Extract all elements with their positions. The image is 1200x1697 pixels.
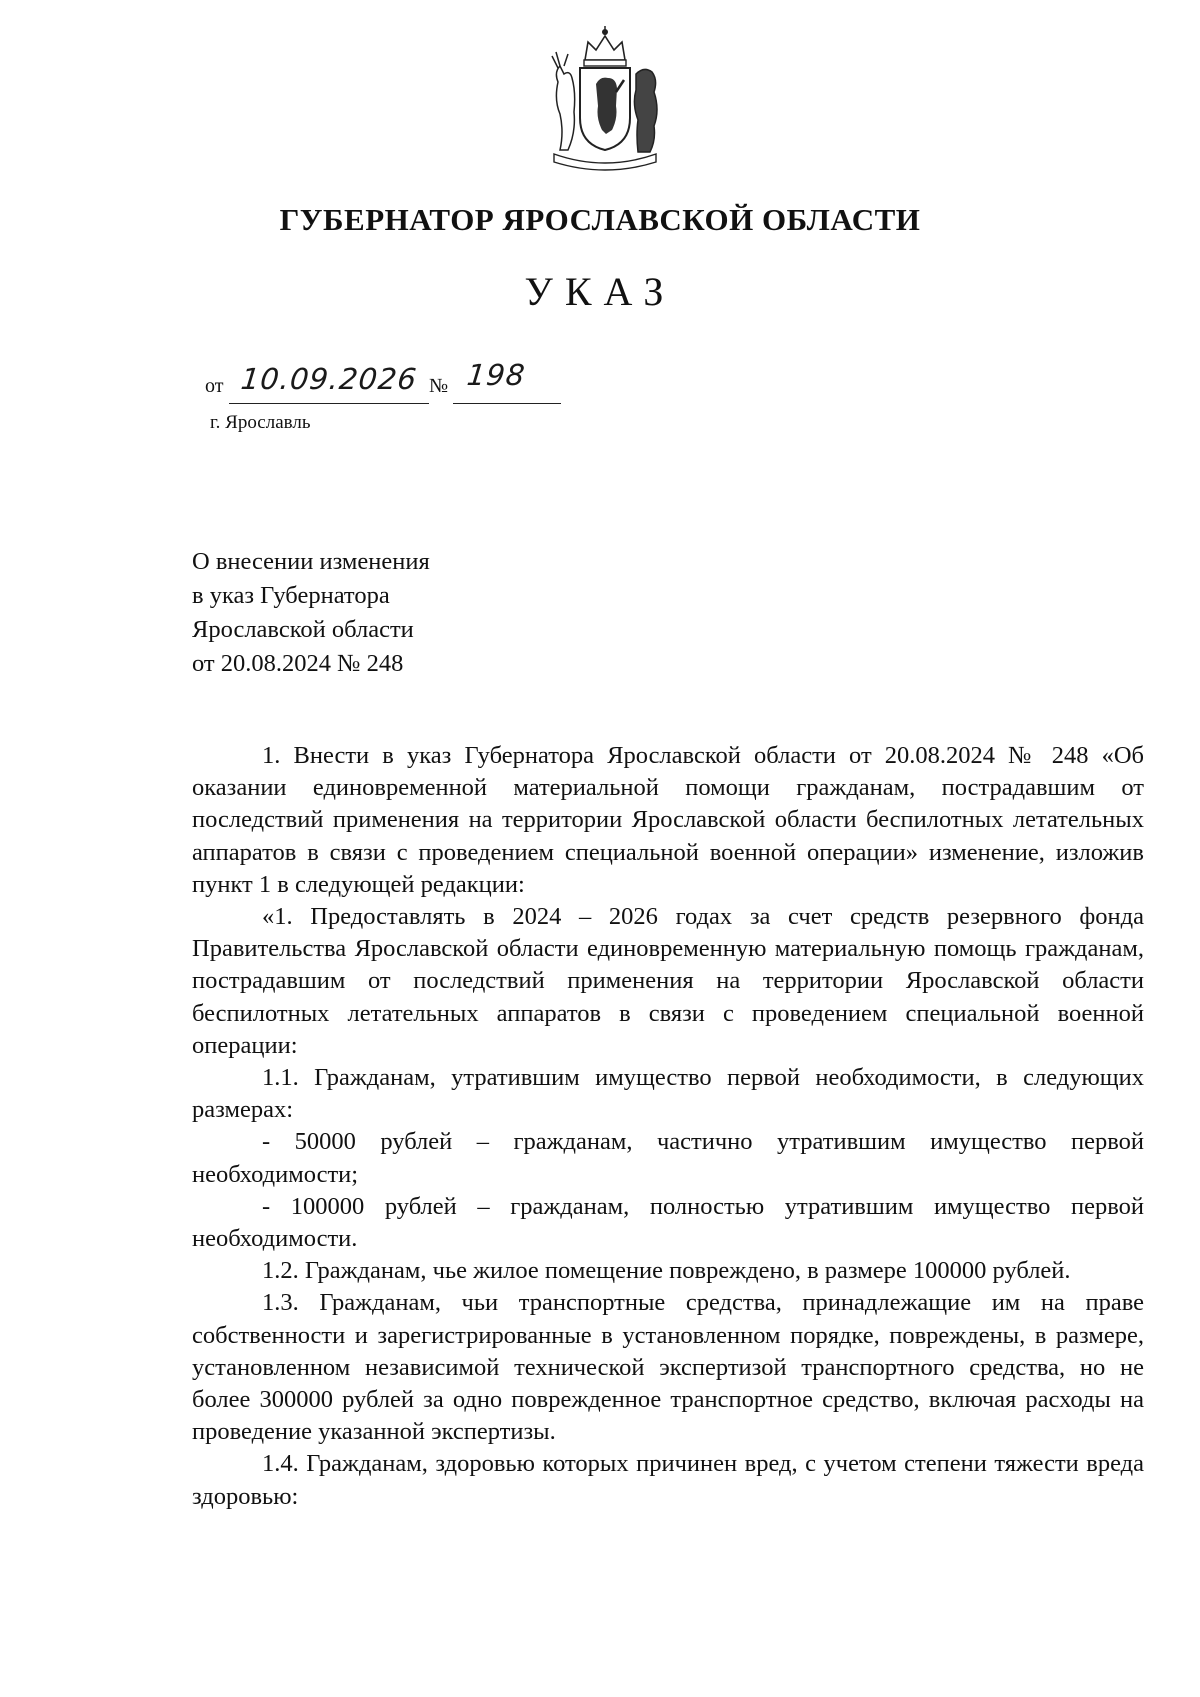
subject-line: Ярославской области — [192, 616, 414, 643]
handwritten-number: 198 — [465, 358, 528, 392]
body-paragraph: 1.2. Гражданам, чье жилое помещение повреждено, в размере 100000 рублей. — [262, 1257, 1071, 1285]
coat-of-arms-emblem — [540, 22, 670, 177]
subject-line: от 20.08.2024 № 248 — [192, 650, 404, 677]
city-label: г. Ярославль — [210, 412, 311, 433]
handwritten-date: 10.09.2026 — [239, 362, 419, 396]
body-paragraph: - 50000 рублей – гражданам, частично утратившим имущество первой необходимости; — [192, 1128, 1144, 1188]
body-paragraph: - 100000 рублей – гражданам, полностью утратившим имущество первой необходимости. — [192, 1192, 1144, 1253]
body-paragraph: 1. Внести в указ Губернатора Ярославской области от 20.08.2024 № 248 «Об оказании единовременной материальной помощи гражданам, пострадавшим от последствий применения на территории Ярославской области беспилотных летательных аппаратов в связи с проведением специальной военной операции» изменение, изложив пункт 1 в следующей редакции: — [192, 742, 1144, 898]
document-type-title: УКАЗ — [524, 269, 676, 314]
date-underline — [229, 403, 429, 404]
document-subject — [192, 545, 512, 681]
body-paragraph: 1.4. Гражданам, здоровью которых причинен вред, с учетом степени тяжести вреда здоровью: — [192, 1450, 1144, 1510]
number-underline — [453, 403, 561, 404]
body-paragraph: 1.1. Гражданам, утратившим имущество первой необходимости, в следующих размерах: — [192, 1064, 1144, 1124]
document-body — [192, 740, 1144, 1513]
date-number-line — [205, 358, 565, 406]
date-prefix: от — [205, 375, 224, 397]
number-sign: № — [429, 375, 449, 397]
subject-line: в указ Губернатора — [192, 582, 390, 609]
body-paragraph: «1. Предоставлять в 2024 – 2026 годах за счет средств резервного фонда Правительства Ярославской области единовременную материальную помощь гражданам, пострадавшим от последствий применения на территории Ярославской области беспилотных летательных аппаратов в связи с проведением специальной военной операции: — [192, 903, 1144, 1059]
issuing-authority-title: ГУБЕРНАТОР ЯРОСЛАВСКОЙ ОБЛАСТИ — [279, 202, 921, 237]
subject-line: О внесении изменения — [192, 548, 430, 575]
body-paragraph: 1.3. Гражданам, чьи транспортные средства, принадлежащие им на праве собственности и зарегистрированные в установленном порядке, повреждены, в размере, установленном независимой технической экспертизой транспортного средства, но не более 300000 рублей за одно поврежденное транспортное средство, включая расходы на проведение указанной экспертизы. — [192, 1289, 1144, 1446]
